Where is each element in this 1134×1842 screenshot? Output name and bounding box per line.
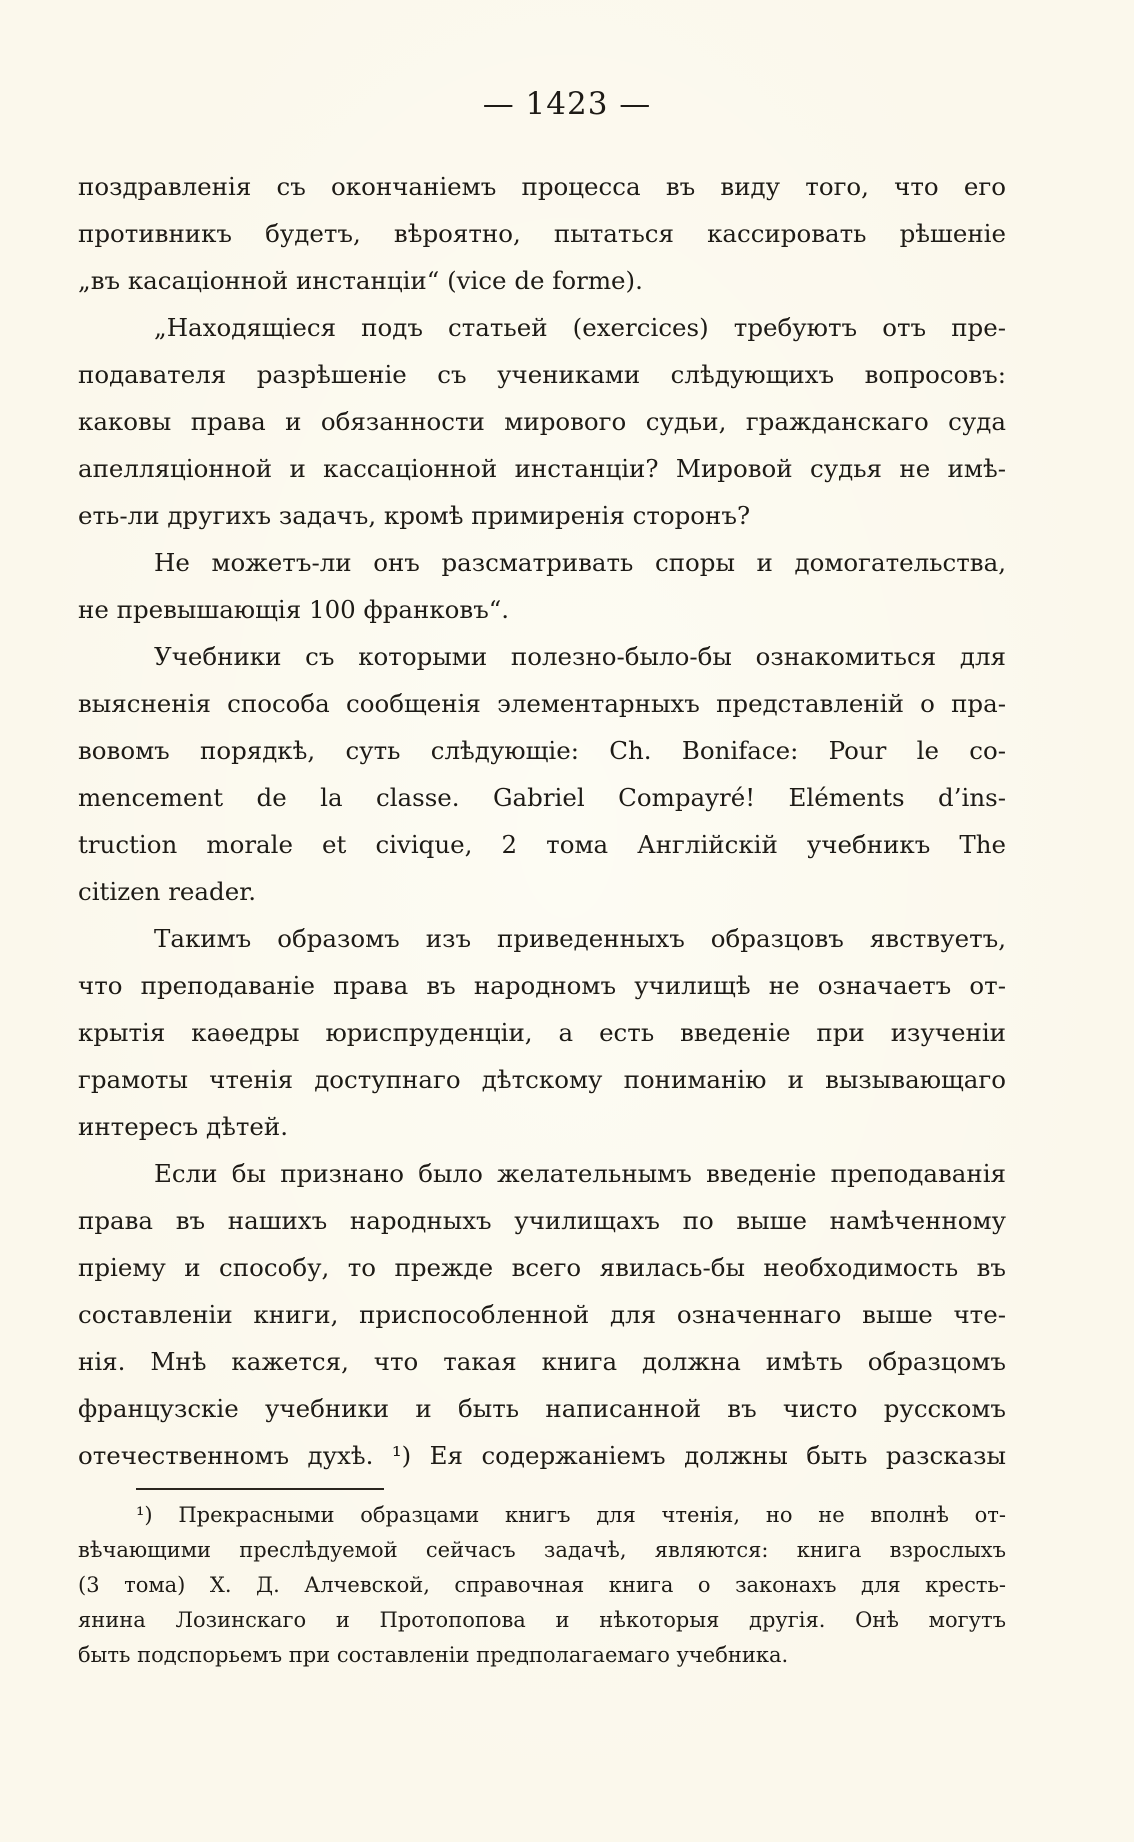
text-line: подавателя разрѣшеніе съ учениками слѣдующихъ вопросовъ: [78,360,1006,389]
text-line: каковы права и обязанности мирового судьи, гражданскаго суда [78,407,1006,436]
text-line: mencement de la classe. Gabriel Compayré! Eléments d’ins- [78,783,1006,812]
text-line: еть-ли другихъ задачъ, кромѣ примиренія сторонъ? [78,501,751,530]
text-line: составленіи книги, приспособленной для означеннаго выше чте- [78,1300,1006,1329]
text-line: citizen reader. [78,877,257,906]
footnote-line: быть подспорьемъ при составленіи предполагаемаго учебника. [78,1643,789,1667]
text-line: вовомъ порядкѣ, суть слѣдующіе: Ch. Boniface: Pour le co- [78,736,1006,765]
text-line: пріему и способу, то прежде всего явилась-бы необходимость въ [78,1253,1006,1282]
paragraph-3 [78,539,1006,633]
footnote-line: янина Лозинскаго и Протопопова и нѣкоторыя другія. Онѣ могутъ [78,1608,1006,1632]
footnote-line: (3 тома) Х. Д. Алчевской, справочная книга о законахъ для кресть- [78,1573,1006,1597]
footnote-divider [136,1488,384,1490]
page-number: — 1423 — [482,86,652,122]
paragraph-5 [78,915,1006,1150]
paragraph-6 [78,1150,1006,1479]
paragraph-4 [78,633,1006,915]
text-line: интересъ дѣтей. [78,1112,289,1141]
text-line: грамоты чтенія доступнаго дѣтскому пониманію и вызывающаго [78,1065,1006,1094]
footnote-line: ¹) Прекрасными образцами книгъ для чтенія, но не вполнѣ от- [136,1503,1006,1527]
text-line: Не можетъ-ли онъ разсматривать споры и домогательства, [154,548,1006,577]
text-line: отечественномъ духѣ. ¹) Ея содержаніемъ должны быть разсказы [78,1441,1006,1470]
text-line: truction morale et civique, 2 тома Англійскій учебникъ The [78,830,1006,859]
paragraph-2 [78,304,1006,539]
text-line: противникъ будетъ, вѣроятно, пытаться кассировать рѣшеніе [78,219,1006,248]
text-line: „Находящіеся подъ статьей (exercices) требуютъ отъ пре- [154,313,1006,342]
text-line: выясненія способа сообщенія элементарныхъ представленій о пра- [78,689,1006,718]
footnote [78,1498,1006,1673]
footnote-line: вѣчающими преслѣдуемой сейчасъ задачѣ, являются: книга взрослыхъ [78,1538,1006,1562]
text-line: что преподаваніе права въ народномъ училищѣ не означаетъ от- [78,971,1006,1000]
text-line: крытія каѳедры юриспруденціи, а есть введеніе при изученіи [78,1018,1006,1047]
text-line: не превышающія 100 франковъ“. [78,595,510,624]
text-line: „въ касаціонной инстанціи“ (vice de forme). [78,266,643,295]
body-text [78,163,1006,1479]
text-line: Учебники съ которыми полезно-было-бы ознакомиться для [154,642,1006,671]
text-line: Такимъ образомъ изъ приведенныхъ образцовъ явствуетъ, [154,924,1006,953]
text-line: права въ нашихъ народныхъ училищахъ по выше намѣченному [78,1206,1006,1235]
text-line: нія. Мнѣ кажется, что такая книга должна имѣть образцомъ [78,1347,1006,1376]
paragraph-1 [78,163,1006,304]
text-line: поздравленія съ окончаніемъ процесса въ виду того, что его [78,172,1006,201]
text-line: Если бы признано было желательнымъ введеніе преподаванія [154,1159,1006,1188]
text-line: французскіе учебники и быть написанной въ чисто русскомъ [78,1394,1006,1423]
text-line: апелляціонной и кассаціонной инстанціи? Мировой судья не имѣ- [78,454,1006,483]
